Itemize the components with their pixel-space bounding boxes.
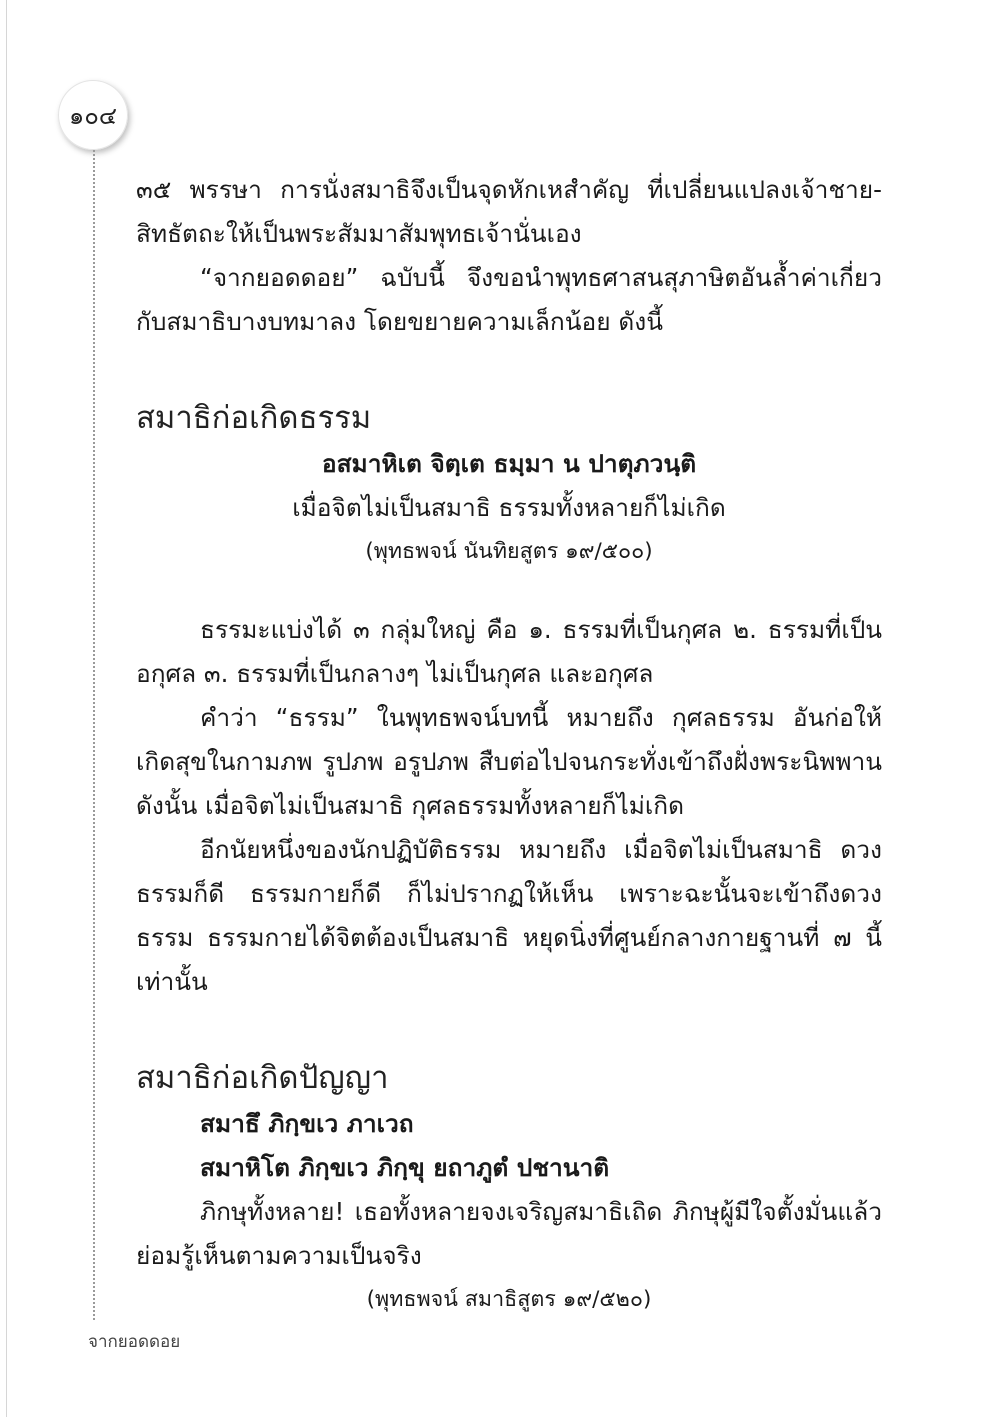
intro-paragraph-1 <box>136 168 882 256</box>
intro-line-2: สิทธัตถะให้เป็นพระสัมมาสัมพุทธเจ้านั่นเอง <box>136 219 582 248</box>
section-heading-samadhi-dhamma: สมาธิก่อเกิดธรรม <box>136 400 372 436</box>
body-paragraph: คำว่า “ธรรม” ในพุทธพจน์บทนี้ หมายถึง กุศลธรรม อันก่อให้เกิดสุขในกามภพ รูปภพ อรูปภพ สืบต่อไปจนกระทั่งเข้าถึงฝั่งพระนิพพาน ดังนั้น เมื่อจิตไม่เป็นสมาธิ กุศลธรรมทั้งหลายก็ไม่เกิด <box>136 703 882 820</box>
section-heading-samadhi-panna: สมาธิก่อเกิดปัญญา <box>136 1060 389 1096</box>
spacer <box>136 574 882 608</box>
page-number: ๑๐๔ <box>68 102 118 130</box>
pali-verse-line-1: สมาธึ ภิกฺขเว ภาเวถ <box>200 1109 414 1138</box>
verse-translation: เมื่อจิตไม่เป็นสมาธิ ธรรมทั้งหลายก็ไม่เกิด <box>292 493 726 522</box>
intro-line-1: ๓๕ พรรษา การนั่งสมาธิจึงเป็นจุดหักเหสำคัญ ที่เปลี่ยนแปลงเจ้าชาย- <box>136 175 882 204</box>
page-edge-line <box>6 0 7 1417</box>
verse-translation: ภิกษุทั้งหลาย! เธอทั้งหลายจงเจริญสมาธิเถิด ภิกษุผู้มีใจตั้งมั่นแล้วย่อมรู้เห็นตามความเป็นจริง <box>136 1197 882 1270</box>
margin-dotted-rule <box>93 150 95 1320</box>
intro-paragraph-2: “จากยอดดอย” ฉบับนี้ จึงขอนำพุทธศาสนสุภาษิตอันล้ำค่าเกี่ยวกับสมาธิบางบทมาลง โดยขยายความเล็กน้อย ดังนี้ <box>136 263 882 336</box>
verse-reference: (พุทธพจน์ สมาธิสูตร ๑๙/๕๒๐) <box>366 1287 652 1312</box>
body-paragraph: ธรรมะแบ่งได้ ๓ กลุ่มใหญ่ คือ ๑. ธรรมที่เป็นกุศล ๒. ธรรมที่เป็นอกุศล ๓. ธรรมที่เป็นกลางๆ ไม่เป็นกุศล และอกุศล <box>136 615 882 688</box>
page-body <box>136 168 882 1322</box>
body-paragraph: อีกนัยหนึ่งของนักปฏิบัติธรรม หมายถึง เมื่อจิตไม่เป็นสมาธิ ดวงธรรมก็ดี ธรรมกายก็ดี ก็ไม่ปรากฏให้เห็น เพราะฉะนั้นจะเข้าถึงดวงธรรม ธรรมกายได้จิตต้องเป็นสมาธิ หยุดนิ่งที่ศูนย์กลางกายฐานที่ ๗ นี้เท่านั้น <box>136 835 882 996</box>
pali-verse: อสมาหิเต จิตฺเต ธมฺมา น ปาตุภวนฺติ <box>321 449 697 478</box>
verse-reference: (พุทธพจน์ นันทิยสูตร ๑๙/๕๐๐) <box>365 539 653 564</box>
footer-title: จากยอดดอย <box>88 1332 181 1352</box>
pali-verse-line-2: สมาหิโต ภิกฺขเว ภิกฺขุ ยถาภูตํ ปชานาติ <box>200 1153 610 1182</box>
